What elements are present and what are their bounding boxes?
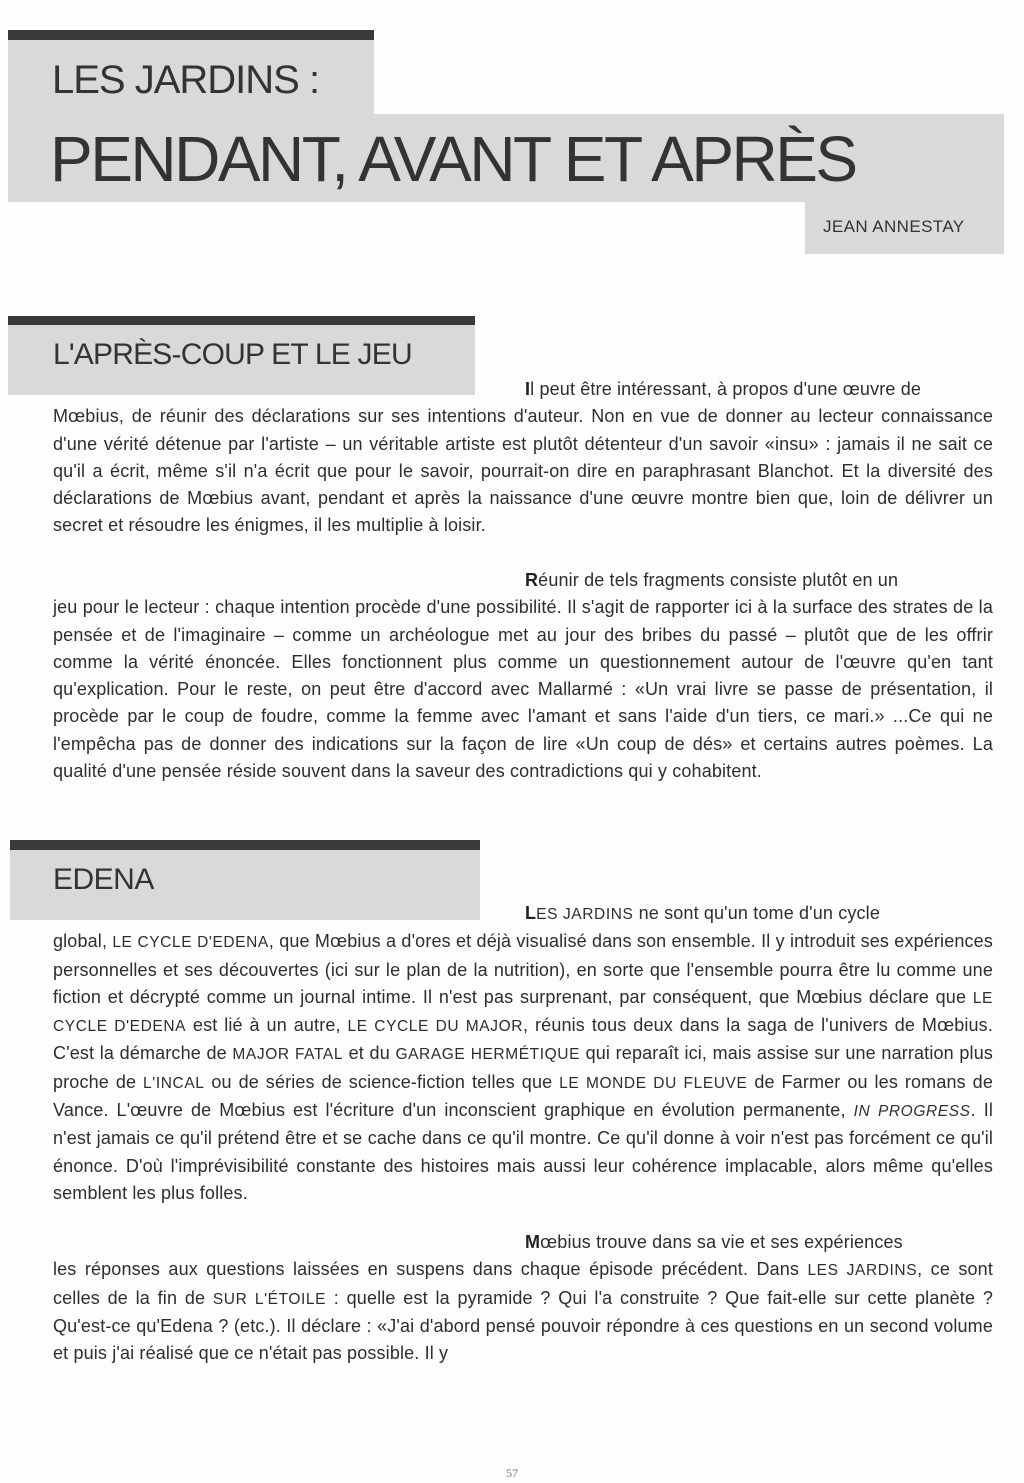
drop-letter: L — [525, 903, 537, 923]
section2-paragraph-1: LES JARDINS ne sont qu'un tome d'un cycle global, LE CYCLE D'EDENA, que Mœbius a d'ores et déjà visualisé dans son ensemble. Il y introduit ses expériences personnelles et ses découvertes (ici sur le plan de la nutrition), en sorte que l'ensemble pourra être lu comme une fiction et décrypté comme un journal intime. Il n'est pas surprenant, par conséquent, que Mœbius déclare que LE CYCLE D'EDENA est lié à un autre, LE CYCLE DU MAJOR, réunis tous deux dans la saga de l'univers de Mœbius. C'est la démarche de MAJOR FATAL et du GARAGE HERMÉTIQUE qui reparaît ici, mais assise sur une narration plus proche de L'INCAL ou de séries de science-fiction telles que LE MONDE DU FLEUVE de Farmer ou les romans de Vance. L'œuvre de Mœbius est l'écriture d'un inconscient graphique en évolution permanente, IN PROGRESS. Il n'est jamais ce qu'il prétend être et se cache dans ce qu'il montre. Ce qu'il donne à voir n'est pas forcément ce qu'il énonce. D'où l'imprévisibilité constante des histoires mais aussi leur cohérence implacable, alors même qu'elles semblent les plus folles. — [53, 903, 994, 1203]
section1-rule — [8, 316, 475, 325]
section1-heading: L'APRÈS-COUP ET LE JEU — [53, 338, 412, 371]
title-rule-top — [8, 30, 374, 40]
drop-letter: I — [525, 379, 531, 399]
author-name: JEAN ANNESTAY — [823, 217, 965, 236]
section2-paragraph-2: Mœbius trouve dans sa vie et ses expériences les réponses aux questions laissées en suspens dans chaque épisode précédent. Dans LES JARDINS, ce sont celles de la fin de SUR L'ÉTOILE : quelle est la pyramide ? Qui l'a construite ? Que fait-elle sur cette planète ? Qu'est-ce qu'Edena ? (etc.). Il déclare : «J'ai d'abord pensé pouvoir répondre à ces questions en un second volume et puis j'ai réalisé que ce n'était pas possible. Il y — [53, 1232, 993, 1364]
section1-paragraph-1: Il peut être intéressant, à propos d'une œuvre de Mœbius, de réunir des déclarations sur ses intentions d'auteur. Non en vue de donner au lecteur connaissance d'une vérité détenue par l'artiste – un véritable artiste est plutôt détenteur d'un savoir «insu» : jamais il ne sait ce qu'il a écrit, même s'il n'a écrit que pour le savoir, pourrait-on dire en paraphrasant Blanchot. Et la diversité des déclarations de Mœbius avant, pendant et après la naissance d'une œuvre montre bien que, loin de délivrer un secret et résoudre les énigmes, il les multiplie à loisir. — [53, 379, 993, 536]
section2-rule — [10, 840, 480, 850]
drop-letter: R — [525, 570, 539, 590]
page-number: 57 — [506, 1466, 518, 1480]
title-line2: PENDANT, AVANT ET APRÈS — [50, 123, 856, 195]
title-line1: LES JARDINS : — [52, 58, 320, 102]
section2-heading: EDENA — [53, 863, 154, 896]
drop-letter: M — [525, 1232, 541, 1252]
section1-paragraph-2: Réunir de tels fragments consiste plutôt en un jeu pour le lecteur : chaque intention procède d'une possibilité. Il s'agit de rapporter ici à la surface des strates de la pensée et de l'imaginaire – comme un archéologue met au jour des bribes du passé – plutôt que de les offrir comme la vérité énoncée. Elles fonctionnent plus comme un questionnement autour de l'œuvre qu'en tant qu'explication. Pour le reste, on peut être d'accord avec Mallarmé : «Un vrai livre se passe de présentation, il procède par le coup de foudre, comme la femme avec l'amant et sans l'aide d'un tiers, ce mari.» ...Ce qui ne l'empêcha pas de donner des indications sur la façon de lire «Un coup de dés» et certains autres poèmes. La qualité d'une pensée réside souvent dans la saveur des contradictions qui y cohabitent. — [53, 570, 993, 782]
